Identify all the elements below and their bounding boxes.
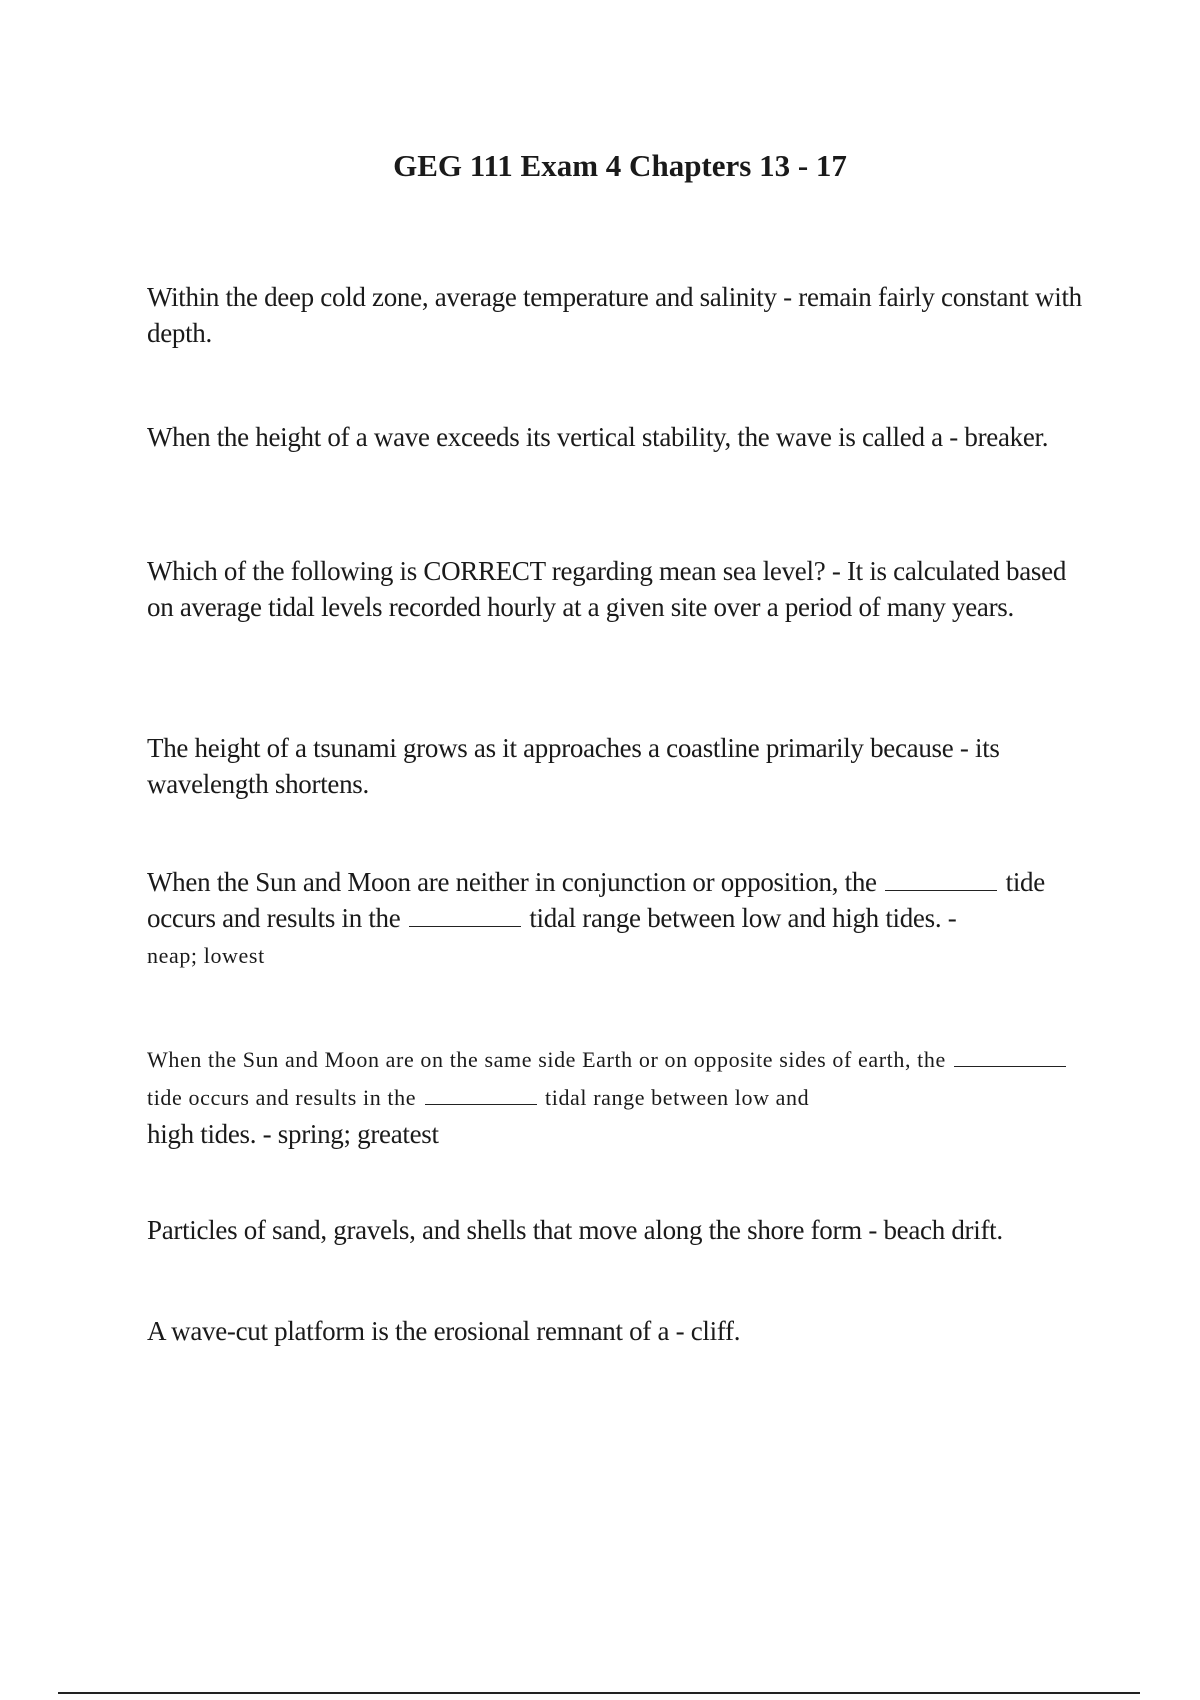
question-5 bbox=[147, 864, 1092, 974]
question-6-answer: high tides. - spring; greatest bbox=[147, 1119, 439, 1149]
question-8: A wave-cut platform is the erosional remnant of a - cliff. bbox=[147, 1316, 741, 1346]
question-4: The height of a tsunami grows as it approaches a coastline primarily because - its wavelength shortens. bbox=[147, 733, 1000, 799]
question-6-part-3: tidal range between low and bbox=[545, 1085, 810, 1110]
document-title: GEG 111 Exam 4 Chapters 13 - 17 bbox=[393, 148, 847, 183]
fill-in-blank bbox=[954, 1042, 1066, 1067]
question-5-part-1: When the Sun and Moon are neither in conjunction or opposition, the bbox=[147, 867, 877, 897]
fill-in-blank bbox=[409, 902, 521, 927]
fill-in-blank bbox=[885, 866, 997, 891]
question-2: When the height of a wave exceeds its vertical stability, the wave is called a - breaker. bbox=[147, 422, 1049, 452]
question-5-part-3: tidal range between low and high tides. - bbox=[529, 903, 957, 933]
question-6 bbox=[147, 1040, 1092, 1152]
question-6-part-2: tide occurs and results in the bbox=[147, 1085, 417, 1110]
footer-divider bbox=[58, 1692, 1140, 1694]
question-6-part-1: When the Sun and Moon are on the same side Earth or on opposite sides of earth, the bbox=[147, 1047, 946, 1072]
question-3: Which of the following is CORRECT regarding mean sea level? - It is calculated based on average tidal levels recorded hourly at a given site over a period of many years. bbox=[147, 556, 1067, 622]
fill-in-blank bbox=[425, 1080, 537, 1105]
question-7: Particles of sand, gravels, and shells that move along the shore form - beach drift. bbox=[147, 1215, 1003, 1245]
question-5-answer: neap; lowest bbox=[147, 943, 265, 968]
question-1: Within the deep cold zone, average temperature and salinity - remain fairly constant with depth. bbox=[147, 282, 1082, 348]
question-5-part-2: tide occurs and results in the bbox=[147, 867, 1045, 933]
